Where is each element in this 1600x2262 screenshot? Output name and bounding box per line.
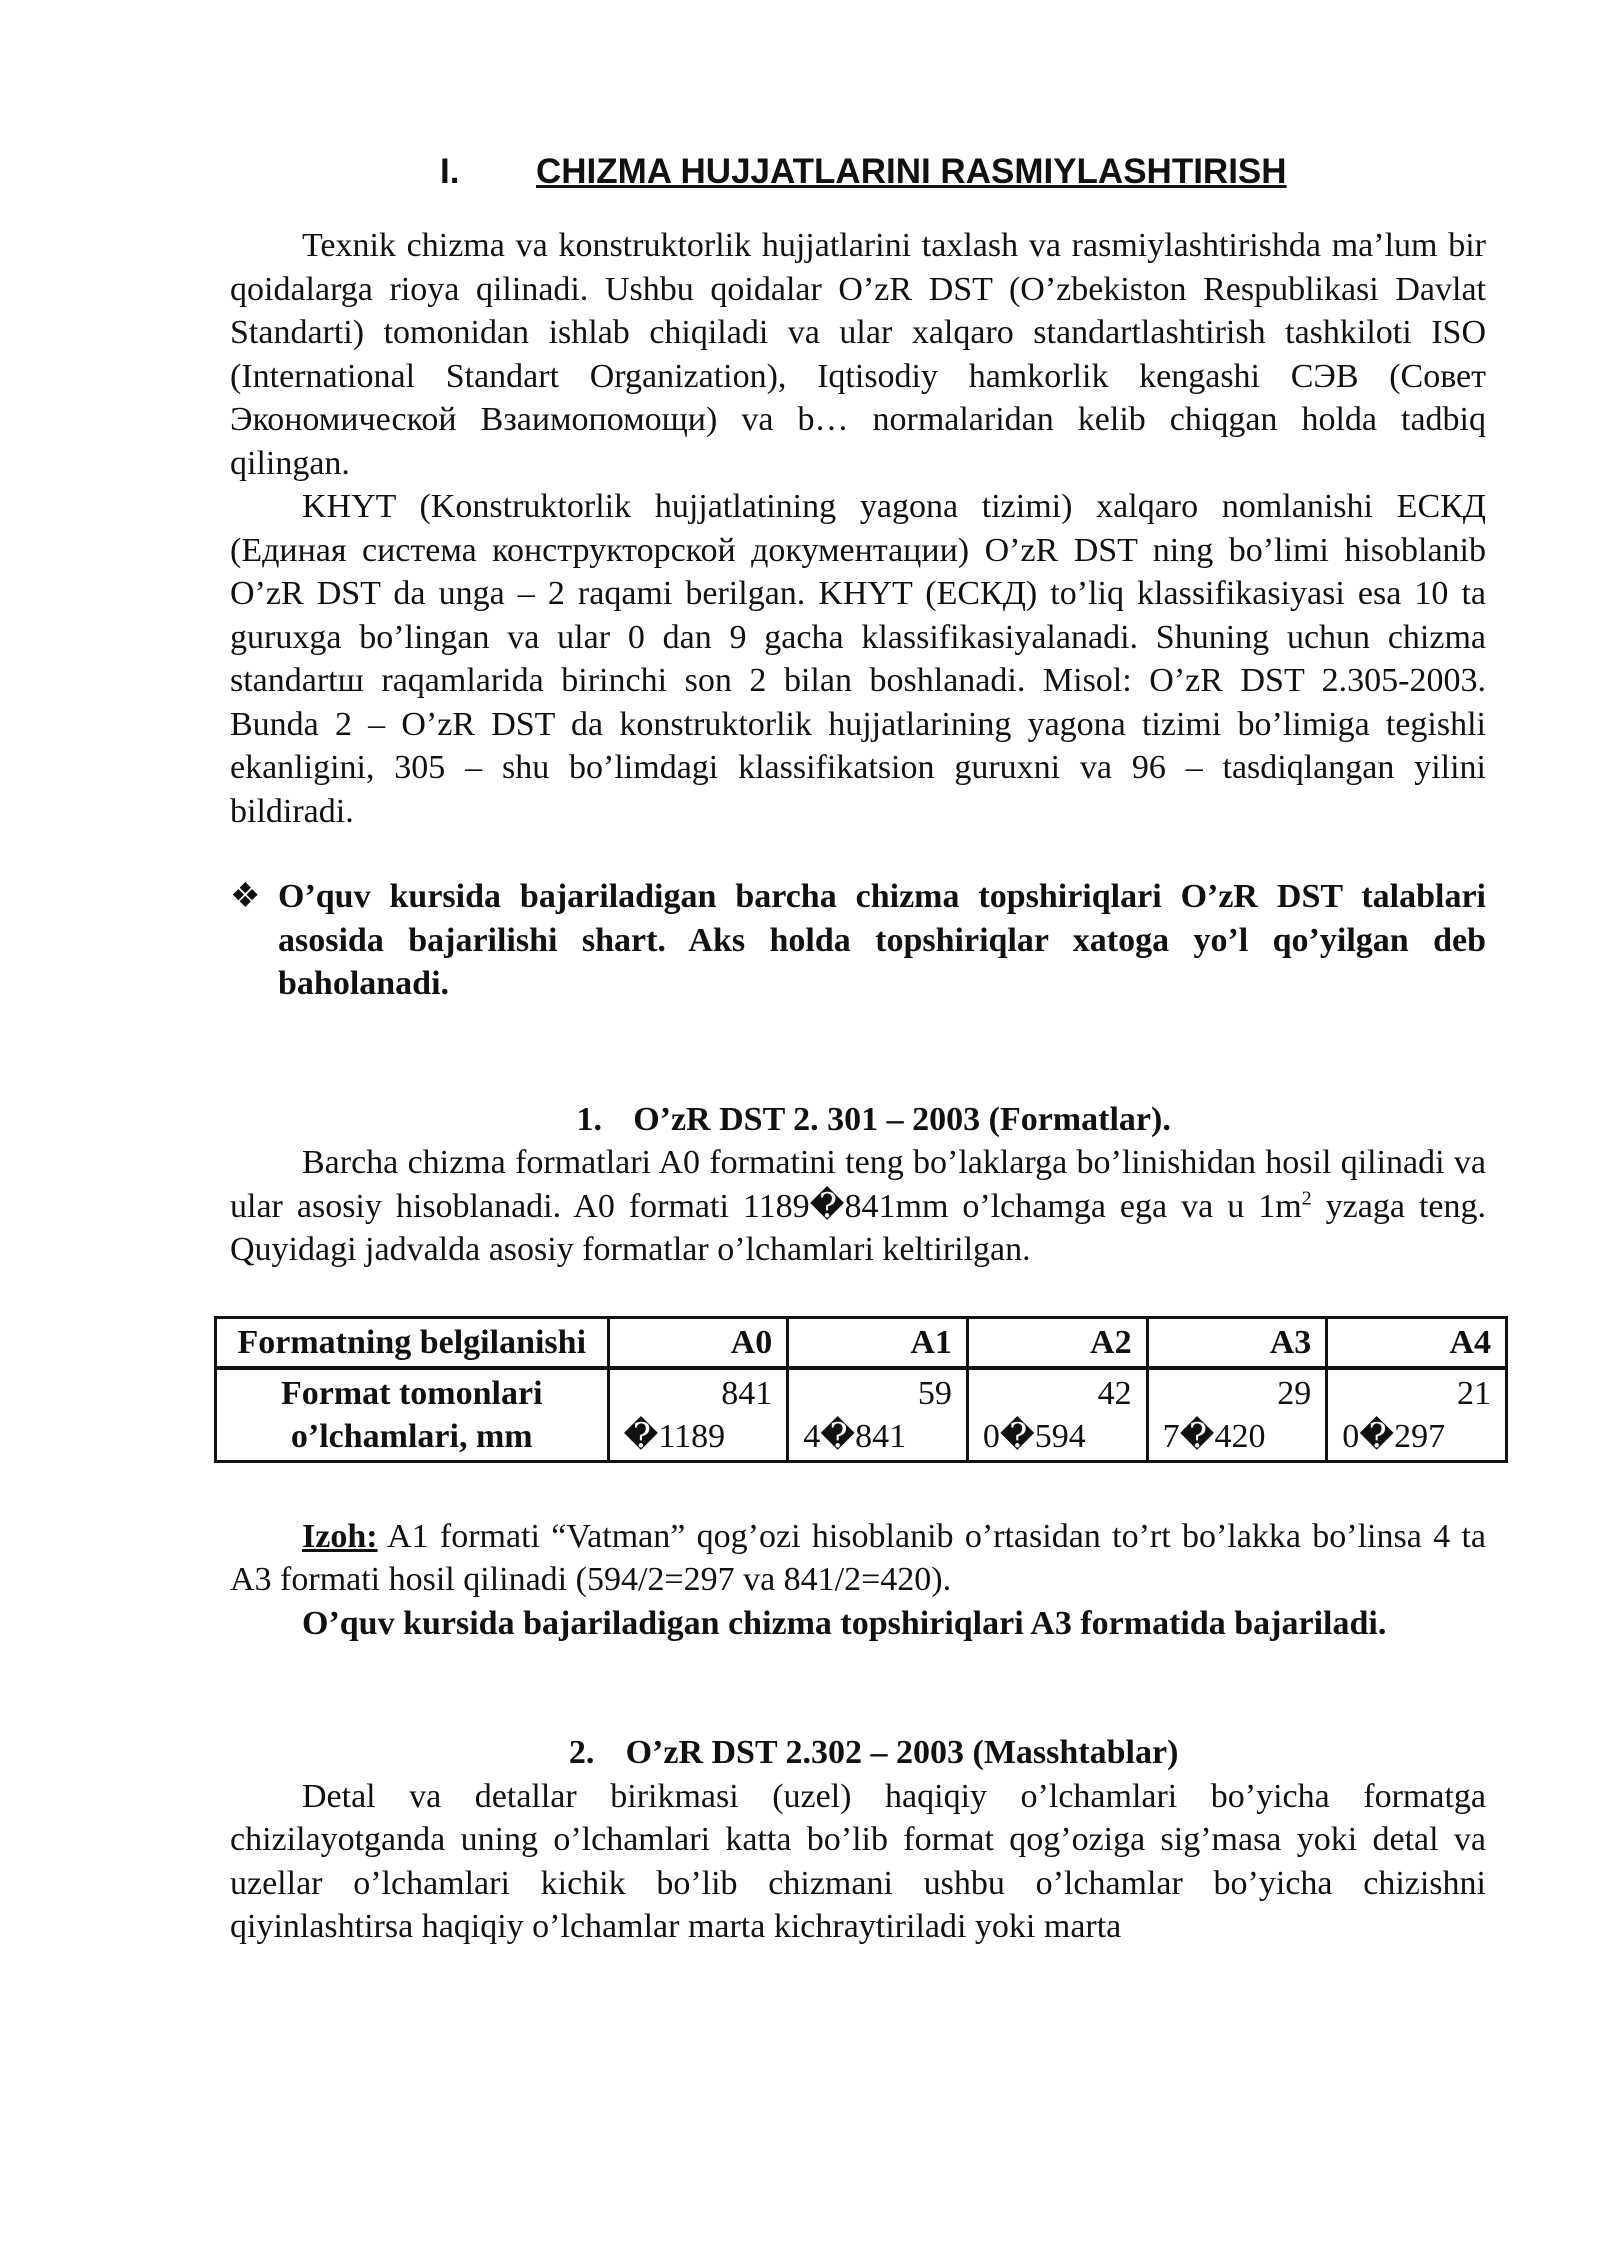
- table-row: [216, 1368, 1507, 1462]
- section-1-text-c: yzaga teng. Quyidagi jadvalda asosiy formatlar o’lchamlari keltirilgan.: [230, 1187, 1486, 1268]
- cell-a3: [1147, 1368, 1327, 1462]
- cell-value-bottom: 0�594: [982, 1417, 1086, 1455]
- cell-value-bottom: 7�420: [1162, 1417, 1266, 1455]
- section-2-paragraph: Detal va detallar birikmasi (uzel) haqiqiy o’lchamlari bo’yicha formatga chizilayotganda uning o’lchamlari katta bo’lib format qog’oziga sig’masa yoki detal va uzellar o’lchamlari kichik bo’lib chizmani ushbu o’lchamlar bo’yicha chizishni qiyinlashtirsa haqiqiy o’lchamlar marta kichraytiriladi yoki marta: [230, 1777, 1486, 1945]
- cell-value-top: 29: [1277, 1374, 1312, 1412]
- cell-a1: [788, 1368, 968, 1462]
- section-2-number: 2.: [568, 1734, 595, 1771]
- col-a2: A2: [967, 1317, 1147, 1368]
- a3-note: O’quv kursida bajariladigan chizma topshiriqlari A3 formatida bajariladi.: [302, 1604, 1387, 1642]
- section-1-title: O’zR DST 2. 301 – 2003 (Formatlar).: [633, 1100, 1171, 1138]
- cell-value-bottom: 1189: [658, 1417, 726, 1455]
- table-row: [216, 1317, 1507, 1368]
- section-1-text-b: 841mm o’lchamga ega va u 1m: [844, 1187, 1302, 1225]
- cell-value-top: 59: [917, 1374, 952, 1412]
- superscript: 2: [1301, 1187, 1312, 1210]
- cell-value-top: 841: [721, 1374, 773, 1412]
- cell-a0: 841 �1189: [608, 1368, 788, 1462]
- col-a1: A1: [788, 1317, 968, 1368]
- col-a0: A0: [608, 1317, 788, 1368]
- cell-value-bottom: 0�297: [1342, 1417, 1446, 1455]
- section-1-text-a: Barcha chizma formatlari A0 formatini teng bo’laklarga bo’linishidan hosil qilinadi va ular asosiy hisoblanadi. A0 formati 1189: [230, 1144, 1486, 1225]
- col-a4: A4: [1327, 1317, 1507, 1368]
- requirement-bullet: [230, 875, 1486, 1006]
- main-heading-number: I.: [440, 152, 460, 191]
- section-1-number: 1.: [576, 1100, 602, 1138]
- section-1-paragraph: Barcha chizma formatlari A0 formatini teng bo’laklarga bo’linishidan hosil qilinadi va ular asosiy hisoblanadi. A0 formati 1189�841mm o’lchamga ega va u $1m^2$ yzaga teng. Quyidagi jadvalda asosiy formatlar o’lchamlari keltirilgan.: [230, 1144, 1486, 1268]
- diamond-bullet-icon: ❖: [230, 878, 261, 915]
- cell-value-top: 21: [1457, 1374, 1491, 1412]
- document-page: [230, 150, 1491, 1949]
- formats-table: [214, 1316, 1508, 1463]
- intro-paragraph-1: Texnik chizma va konstruktorlik hujjatlarini taxlash va rasmiylashtirishda ma’lum bir qoidalarga rioya qilinadi. Ushbu qoidalar O’zR DST (O’zbekiston Respublikasi Davlat Standarti) tomonidan ishlab chiqiladi va ular xalqaro standartlashtirish tashkiloti ISO (International Standart Organization), Iqtisodiy hamkorlik kengashi СЭВ (Совет Экономической Взаимопомощи) va b… normalaridan kelib chiqgan holda tadbiq qilingan.: [230, 227, 1486, 482]
- cell-value-bottom: 4�841: [803, 1417, 907, 1455]
- row-2-label: Format tomonlari o’lchamlari, mm: [216, 1368, 609, 1462]
- section-2-title: O’zR DST 2.302 – 2003 (Masshtablar): [625, 1734, 1179, 1771]
- requirement-text: O’quv kursida bajariladigan barcha chizma topshiriqlari O’zR DST talablari asosida bajarilishi shart. Aks holda topshiriqlar xatoga yo’l qo’yilgan deb baholanadi.: [278, 878, 1486, 1002]
- cell-a2: [967, 1368, 1147, 1462]
- cell-value-top: 42: [1097, 1374, 1132, 1412]
- note-label: Izoh:: [302, 1517, 378, 1555]
- col-a3: A3: [1147, 1317, 1327, 1368]
- main-heading-text: CHIZMA HUJJATLARINI RASMIYLASHTIRISH: [536, 152, 1287, 191]
- note-paragraph: [230, 1515, 1486, 1602]
- note-text: A1 formati “Vatman” qog’ozi hisoblanib o’rtasidan to’rt bo’lakka bo’linsa 4 ta A3 formati hosil qilinadi (594/2=297 va 841/2=420).: [230, 1517, 1486, 1598]
- row-1-label: Formatning belgilanishi: [216, 1317, 609, 1368]
- cell-a4: [1327, 1368, 1507, 1462]
- section-1-heading: [230, 1098, 1486, 1142]
- intro-paragraph-2: KHYT (Konstruktorlik hujjatlatining yagona tizimi) xalqaro nomlanishi ЕСКД (Единая система конструкторской документации) O’zR DST ning bo’limi hisoblanib O’zR DST da unga – 2 raqami berilgan. KHYT (ЕСКД) to’liq klassifikasiyasi esa 10 ta guruxga bo’lingan va ular 0 dan 9 gacha klassifikasiyalanadi. Shuning uchun chizma standartш raqamlarida birinchi son 2 bilan boshlanadi. Misol: O’zR DST 2.305-2003. Bunda 2 – O’zR DST da konstruktorlik hujjatlarining yagona tizimi bo’limiga tegishli ekanligini, 305 – shu bo’limdagi klassifikatsion guruxni va 96 – tasdiqlangan yilini bildiradi.: [230, 488, 1486, 830]
- main-heading: [230, 150, 1486, 194]
- section-2-heading: [230, 1731, 1486, 1775]
